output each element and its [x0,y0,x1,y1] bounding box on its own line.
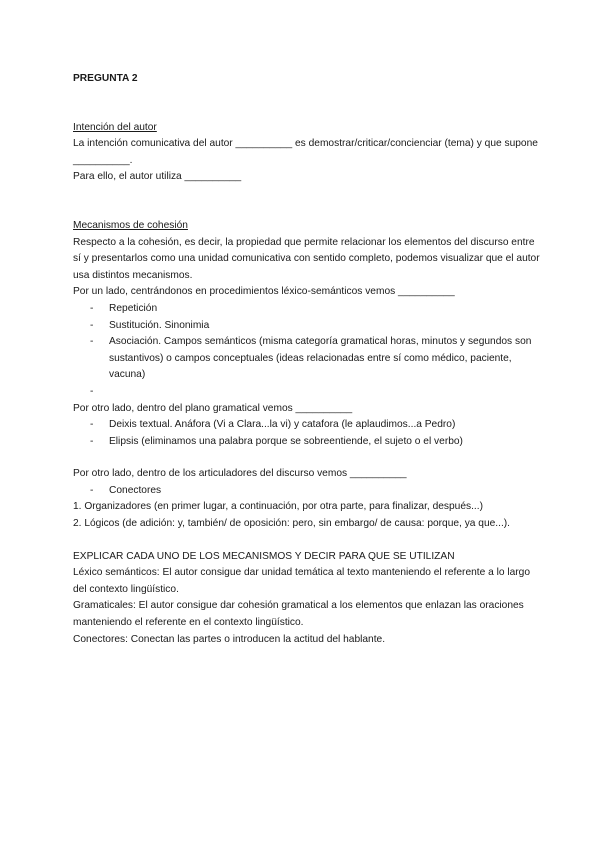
list-item: - Repetición [73,301,543,318]
gramatical-list [73,417,543,450]
articuladores-list [73,483,543,500]
list-item [73,384,543,401]
explicar-line: Conectores: Conectan las partes o introducen la actitud del hablante. [73,633,386,645]
lexico-list [73,301,543,401]
explicar-heading: EXPLICAR CADA UNO DE LOS MECANISMOS Y DECIR PARA QUE SE UTILIZAN [73,550,455,562]
list-item: 1. Organizadores (en primer lugar, a continuación, por otra parte, para finalizar, después...) [73,501,483,513]
question-title: PREGUNTA 2 [73,73,138,84]
list-item: - Asociación. Campos semánticos (misma categoría gramatical horas, minutos y segundos son sustantivos) o campos conceptuales (ideas relacionadas entre sí como médico, paciente, vacuna) [73,334,543,384]
lexico-intro: Por un lado, centrándonos en procedimientos léxico-semánticos vemos __________ [73,286,455,298]
explicar-line: Gramaticales: El autor consigue dar cohesión gramatical a los elementos que enlazan las oraciones manteniendo el referente en el contexto lingüístico. [73,600,524,629]
conectores-list [73,499,543,532]
mecanismos-heading: Mecanismos de cohesión [73,219,188,231]
list-item: - Sustitución. Sinonimia [73,318,543,335]
intencion-line: La intención comunicativa del autor __________ es demostrar/criticar/concienciar (tema) y que supone __________. [73,138,538,166]
list-item: - Conectores [73,483,543,500]
intencion-heading: Intención del autor [73,121,157,133]
list-item: - Elipsis (eliminamos una palabra porque se sobreentiende, el sujeto o el verbo) [73,434,543,451]
explicar-line: Léxico semánticos: El autor consigue dar unidad temática al texto manteniendo el referente a lo largo del contexto lingüístico. [73,567,531,595]
list-item: 2. Lógicos (de adición: y, también/ de oposición: pero, sin embargo/ de causa: porque, ya que...). [73,518,511,530]
gramatical-intro: Por otro lado, dentro del plano gramatical vemos __________ [73,402,353,414]
articuladores-intro: Por otro lado, dentro de los articuladores del discurso vemos __________ [73,468,407,480]
list-item: - Deixis textual. Anáfora (Vi a Clara...la vi) y catafora (le aplaudimos...a Pedro) [73,417,543,434]
intencion-line: Para ello, el autor utiliza __________ [73,171,242,183]
mecanismos-intro: Respecto a la cohesión, es decir, la propiedad que permite relacionar los elementos del discurso entre sí y presentarlos como una unidad comunicativa con sentido completo, podemos visualizar que el autor usa distintos mecanismos. [73,236,540,281]
document-page [73,71,543,648]
